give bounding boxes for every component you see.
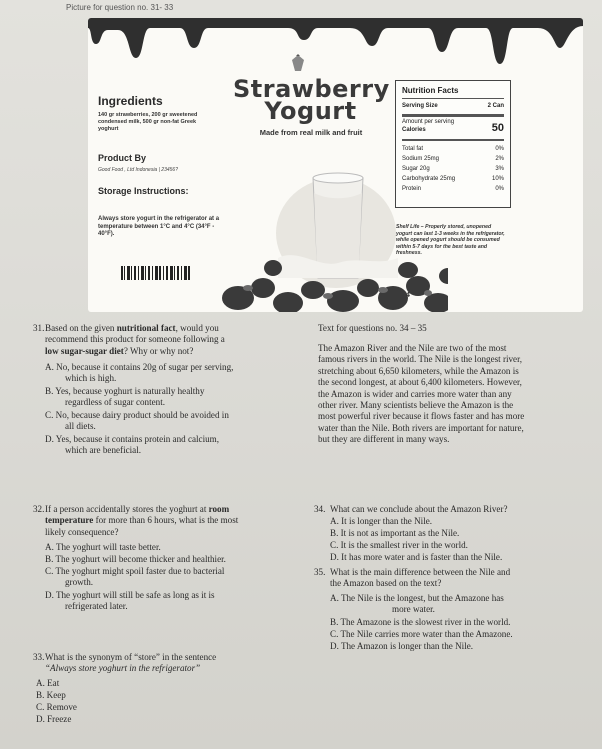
question-number: 34. — [314, 504, 326, 514]
option-letter: A. — [330, 593, 339, 603]
divider — [402, 114, 504, 117]
option-text: The Nile is the longest, but the Amazone has — [340, 593, 504, 603]
question-text — [45, 323, 295, 357]
option-text: which are beneficial. — [65, 445, 141, 456]
option-text: The Amazon is longer than the Nile. — [340, 641, 474, 651]
option-33-d[interactable] — [36, 714, 71, 725]
brand-logo-icon — [288, 54, 308, 72]
option-text: It is the smallest river in the world. — [340, 540, 468, 550]
option-letter: C. — [330, 629, 339, 639]
nutrient-value: 0% — [495, 186, 504, 192]
serving-size-row — [402, 103, 504, 109]
question-text-part: for more than 6 hours, what is the most — [93, 515, 239, 526]
nutrient-row — [402, 166, 504, 172]
option-letter: B. — [36, 690, 45, 700]
question-text — [45, 652, 295, 675]
ingredients-title: Ingredients — [98, 94, 163, 108]
option-31-c[interactable] — [45, 410, 295, 433]
option-letter: C. — [45, 566, 54, 576]
passage-line: stretching about 6,650 kilometers, while the Amazon is — [318, 365, 519, 376]
amount-label: Amount per serving — [402, 119, 455, 125]
option-31-b[interactable] — [45, 386, 295, 409]
option-33-c[interactable] — [36, 702, 77, 713]
option-text: No, because dairy product should be avoided in — [55, 410, 229, 420]
question-number: 33. — [33, 652, 45, 662]
option-34-d[interactable] — [330, 552, 502, 563]
option-32-a[interactable] — [45, 542, 295, 553]
question-text-bold: nutritional fact — [116, 323, 176, 333]
nutrient-label: Protein — [402, 186, 422, 192]
option-text: Remove — [46, 702, 77, 712]
question-text-bold: low sugar-sugar diet — [45, 345, 124, 356]
option-letter: C. — [45, 410, 54, 420]
question-text — [330, 567, 590, 590]
option-text: The Amazone is the slowest river in the world. — [340, 617, 511, 627]
question-text-line: likely consequence? — [45, 526, 119, 537]
nutrient-label: Sodium 25mg — [402, 156, 440, 162]
question-text-bold: temperature — [45, 515, 94, 526]
question-number: 32. — [33, 504, 45, 514]
option-text: more water. — [392, 604, 435, 615]
option-33-a[interactable] — [36, 678, 59, 689]
option-text: regardless of sugar content. — [65, 397, 165, 408]
reading-passage — [318, 343, 590, 446]
option-letter: A. — [330, 516, 339, 526]
option-text: Yes, because yoghurt is naturally healthy — [55, 386, 205, 396]
passage-line: but they are different in many ways. — [318, 434, 450, 445]
nutrient-row — [402, 156, 504, 162]
nutrient-label: Total fat — [402, 146, 424, 152]
option-text: which is high. — [65, 373, 117, 384]
ingredients-text: 140 gr strawberries, 200 gr sweetened condensed milk, 500 gr non-fat Greek yoghurt — [98, 112, 198, 132]
storage-title: Storage Instructions: — [98, 186, 189, 196]
option-34-c[interactable] — [330, 540, 468, 551]
question-text — [45, 504, 295, 538]
option-32-b[interactable] — [45, 554, 295, 565]
question-text-part: ? Why or why not? — [123, 345, 194, 356]
nutrient-value: 10% — [491, 176, 504, 182]
calories-value: 50 — [491, 122, 504, 134]
passage-line: the second longest, at about 6,400 kilometers. However, — [318, 377, 522, 388]
serving-size-value: 2 Can — [487, 103, 504, 109]
question-text-line: What is the synonym of “store” in the sentence — [45, 652, 217, 662]
serving-size-label: Serving Size — [402, 103, 438, 109]
option-text: Yes, because it contains protein and calcium, — [55, 434, 220, 444]
barcode-icon — [121, 266, 191, 280]
option-letter: B. — [330, 617, 339, 627]
option-text: The yoghurt will become thicker and healthier. — [55, 554, 226, 564]
nutrient-label: Sugar 20g — [402, 166, 430, 172]
option-letter: B. — [45, 554, 54, 564]
option-text: Freeze — [47, 714, 72, 724]
product-by-title: Product By — [98, 153, 147, 163]
brand-line-2: Yogurt — [264, 97, 357, 125]
option-34-a[interactable] — [330, 516, 432, 527]
nutrient-value: 0% — [495, 146, 504, 152]
yogurt-label-image — [88, 18, 583, 312]
option-32-c[interactable] — [45, 566, 295, 589]
option-letter: C. — [330, 540, 339, 550]
nutrition-facts-panel — [395, 80, 511, 208]
option-letter: A. — [36, 678, 45, 688]
option-35-d[interactable] — [330, 641, 590, 652]
nutrition-facts-title: Nutrition Facts — [402, 86, 459, 95]
question-number: 35. — [314, 567, 326, 577]
question-text-bold: room — [208, 504, 230, 514]
option-text: refrigerated later. — [65, 601, 128, 612]
option-text: all diets. — [65, 421, 96, 432]
question-text-part: Based on the given — [45, 323, 117, 333]
option-35-a[interactable] — [330, 593, 590, 616]
option-text: Keep — [46, 690, 66, 700]
storage-text: Always store yogurt in the refrigerator at a temperature between 1°C and 4°C (34°F - 40°F). — [98, 216, 220, 237]
option-text: It is not as important as the Nile. — [340, 528, 460, 538]
brand-subtitle: Made from real milk and fruit — [259, 128, 363, 137]
question-text-line: What is the main difference between the Nile and — [330, 567, 511, 577]
shelf-life-text: Shelf Life – Properly stored, unopened yogurt can last 1-3 weeks in the refrigerator, while opened yogurt should be consumed within 5-7 days for the best taste and freshness. — [396, 224, 505, 256]
option-letter: A. — [45, 362, 54, 372]
option-text: It has more water and is faster than the Nile. — [341, 552, 503, 562]
brand-line-1: Strawberry — [233, 75, 390, 103]
passage-line: water than the Nile. Both rivers are important for nature, — [318, 422, 524, 433]
option-letter: D. — [45, 434, 54, 444]
option-letter: D. — [330, 552, 339, 562]
option-text: It is longer than the Nile. — [341, 516, 433, 526]
option-text: The yoghurt will still be safe as long as it is — [55, 590, 215, 600]
option-letter: A. — [45, 542, 54, 552]
question-number: 31. — [33, 323, 45, 333]
option-text: The yoghurt will taste better. — [55, 542, 161, 552]
brand-name — [233, 75, 390, 125]
option-text: The yoghurt might spoil faster due to bacterial — [55, 566, 225, 576]
product-by-text: Good Food , Ltd Indonesia | 23456? — [98, 167, 178, 173]
option-32-d[interactable] — [45, 590, 295, 613]
text-title: Text for questions no. 34 – 35 — [318, 323, 427, 333]
amount-per-serving — [402, 119, 504, 125]
passage-line: famous rivers in the world. The Nile is the longest river, — [318, 354, 523, 365]
option-text: The Nile carries more water than the Amazone. — [340, 629, 513, 639]
option-31-d[interactable] — [45, 434, 295, 457]
option-letter: C. — [36, 702, 45, 712]
question-text-part: If a person accidentally stores the yoghurt at — [45, 504, 209, 514]
option-33-b[interactable] — [36, 690, 66, 701]
question-text-line: “Always store yoghurt in the refrigerator” — [45, 663, 201, 674]
passage-line: the Amazon is wider and carries more water than any — [318, 388, 512, 399]
nutrient-row — [402, 146, 504, 152]
option-text: No, because it contains 20g of sugar per serving, — [56, 362, 234, 372]
option-34-b[interactable] — [330, 528, 459, 539]
nutrient-label: Carbohydrate 25mg — [402, 176, 456, 182]
option-letter: B. — [45, 386, 54, 396]
label-page-mark: 4 — [406, 292, 410, 299]
option-letter: D. — [330, 641, 339, 651]
nutrient-row — [402, 186, 504, 192]
picture-caption: Picture for question no. 31- 33 — [66, 3, 174, 12]
option-text: growth. — [65, 577, 94, 588]
question-text: What can we conclude about the Amazon River? — [330, 504, 508, 514]
question-text-part: , would you — [175, 323, 219, 333]
divider — [402, 139, 504, 141]
option-letter: D. — [36, 714, 45, 724]
option-31-a[interactable] — [45, 362, 295, 385]
nutrient-row — [402, 176, 504, 182]
calories-label: Calories — [402, 127, 426, 133]
nutrient-value: 3% — [495, 166, 504, 172]
option-letter: B. — [330, 528, 339, 538]
passage-line: most powerful river because it flows faster and has more — [318, 411, 525, 422]
nutrient-value: 2% — [495, 156, 504, 162]
option-35-c[interactable] — [330, 629, 590, 640]
passage-line: other river. Many scientists believe the Amazon is the — [318, 400, 514, 411]
divider — [402, 98, 504, 99]
question-text-line: the Amazon based on the text? — [330, 578, 442, 589]
passage-line: The Amazon River and the Nile are two of the most — [318, 343, 507, 353]
option-text: Eat — [47, 678, 60, 688]
option-35-b[interactable] — [330, 617, 590, 628]
option-letter: D. — [45, 590, 54, 600]
question-text-line: recommend this product for someone following a — [45, 334, 225, 345]
